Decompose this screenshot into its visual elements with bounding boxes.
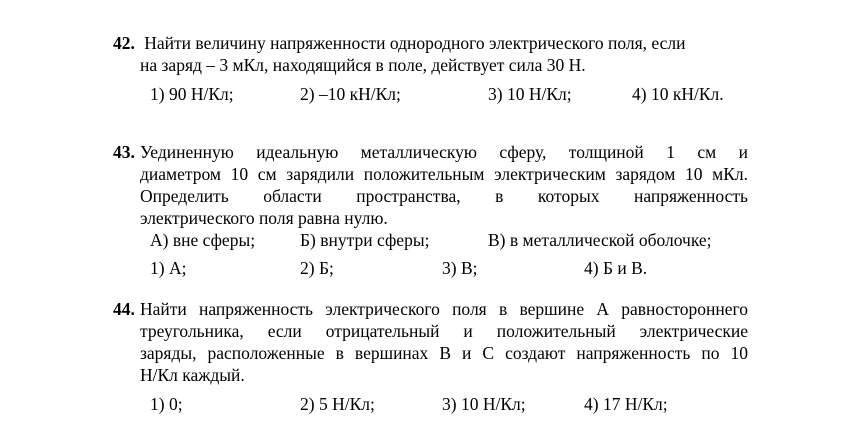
question-number: 44. bbox=[113, 299, 135, 319]
answer-option-1: 1) 0; bbox=[150, 394, 183, 414]
answer-option-2: 2) –10 кН/Кл; bbox=[300, 84, 401, 104]
question-text: Н/Кл каждый. bbox=[140, 365, 245, 385]
answer-option-4: 4) Б и В. bbox=[584, 258, 648, 278]
answer-option-1: 1) А; bbox=[150, 258, 187, 278]
answer-option-2: 2) 5 Н/Кл; bbox=[300, 394, 375, 414]
question-text: Уединенную идеальную металлическую сферу, толщиной 1 см и bbox=[140, 142, 748, 162]
question-text: на заряд – 3 мКл, находящийся в поле, действует сила 30 Н. bbox=[140, 55, 586, 75]
question-44-line-1 bbox=[113, 298, 135, 320]
answer-option-2: 2) Б; bbox=[300, 258, 334, 278]
answer-option-4: 4) 10 кН/Кл. bbox=[632, 84, 724, 104]
question-text: заряды, расположенные в вершинах В и С создают напряженность по 10 bbox=[140, 343, 748, 363]
question-text: Найти величину напряженности однородного электрического поля, если bbox=[144, 33, 686, 53]
question-43-line-1 bbox=[113, 141, 135, 163]
question-text: Найти напряженность электрического поля в вершине А равностороннего bbox=[140, 299, 748, 319]
question-42-line-1 bbox=[113, 32, 685, 54]
question-text: электрического поля равна нулю. bbox=[140, 208, 388, 228]
region-option-v: В) в металлической оболочке; bbox=[488, 230, 712, 250]
question-text: Определить области пространства, в которых напряженность bbox=[140, 186, 748, 206]
question-number: 43. bbox=[113, 142, 135, 162]
answer-option-3: 3) 10 Н/Кл; bbox=[442, 394, 526, 414]
question-42-line-2 bbox=[140, 54, 586, 76]
question-text: диаметром 10 см зарядили положительным электрическим зарядом 10 мКл. bbox=[140, 164, 748, 184]
region-option-b: Б) внутри сферы; bbox=[300, 230, 430, 250]
question-text: треугольника, если отрицательный и положительный электрические bbox=[140, 321, 748, 341]
answer-option-3: 3) В; bbox=[442, 258, 478, 278]
question-number: 42. bbox=[113, 33, 135, 53]
answer-option-1: 1) 90 Н/Кл; bbox=[150, 84, 234, 104]
answer-option-3: 3) 10 Н/Кл; bbox=[488, 84, 572, 104]
region-option-a: А) вне сферы; bbox=[150, 230, 256, 250]
answer-option-4: 4) 17 Н/Кл; bbox=[584, 394, 668, 414]
